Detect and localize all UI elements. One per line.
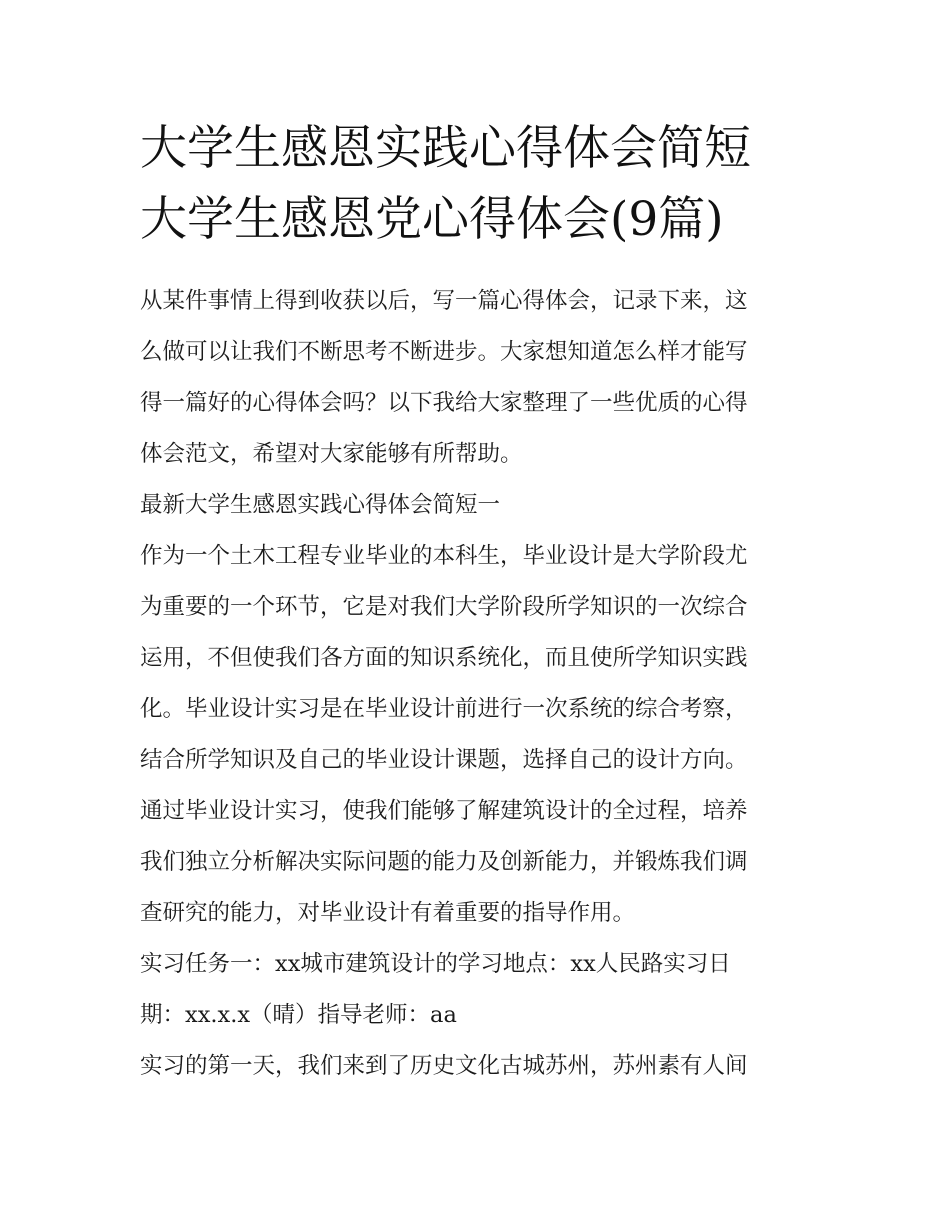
body-line: 结合所学知识及自己的毕业设计课题，选择自己的设计方向。 [140, 747, 748, 773]
body-line: 作为一个土木工程专业毕业的本科生，毕业设计是大学阶段尤 [140, 543, 748, 569]
body-line: 我们独立分析解决实际问题的能力及创新能力，并锻炼我们调 [140, 849, 748, 875]
body-line: 得一篇好的心得体会吗？以下我给大家整理了一些优质的心得 [140, 390, 748, 416]
body-line: 体会范文，希望对大家能够有所帮助。 [140, 441, 523, 467]
body-line: 查研究的能力，对毕业设计有着重要的指导作用。 [140, 900, 636, 926]
document-body [140, 276, 820, 1092]
title-line-1: 大学生感恩实践心得体会简短 [140, 121, 751, 176]
body-line: 从某件事情上得到收获以后，写一篇心得体会，记录下来，这 [140, 288, 748, 314]
section-heading: 最新大学生感恩实践心得体会简短一 [140, 492, 501, 518]
body-line: 运用，不但使我们各方面的知识系统化，而且使所学知识实践 [140, 645, 748, 671]
body-line: 么做可以让我们不断思考不断进步。大家想知道怎么样才能写 [140, 339, 748, 365]
body-line: 实习的第一天，我们来到了历史文化古城苏州，苏州素有人间 [140, 1053, 748, 1079]
body-line: 期：xx.x.x（晴）指导老师：aa [140, 1002, 457, 1028]
document-title [140, 113, 830, 255]
body-line: 实习任务一：xx城市建筑设计的学习地点：xx人民路实习日 [140, 951, 731, 977]
body-line: 化。毕业设计实习是在毕业设计前进行一次系统的综合考察， [140, 696, 748, 722]
body-line: 为重要的一个环节，它是对我们大学阶段所学知识的一次综合 [140, 594, 748, 620]
title-line-2: 大学生感恩党心得体会(9篇) [140, 192, 724, 247]
body-line: 通过毕业设计实习，使我们能够了解建筑设计的全过程，培养 [140, 798, 748, 824]
